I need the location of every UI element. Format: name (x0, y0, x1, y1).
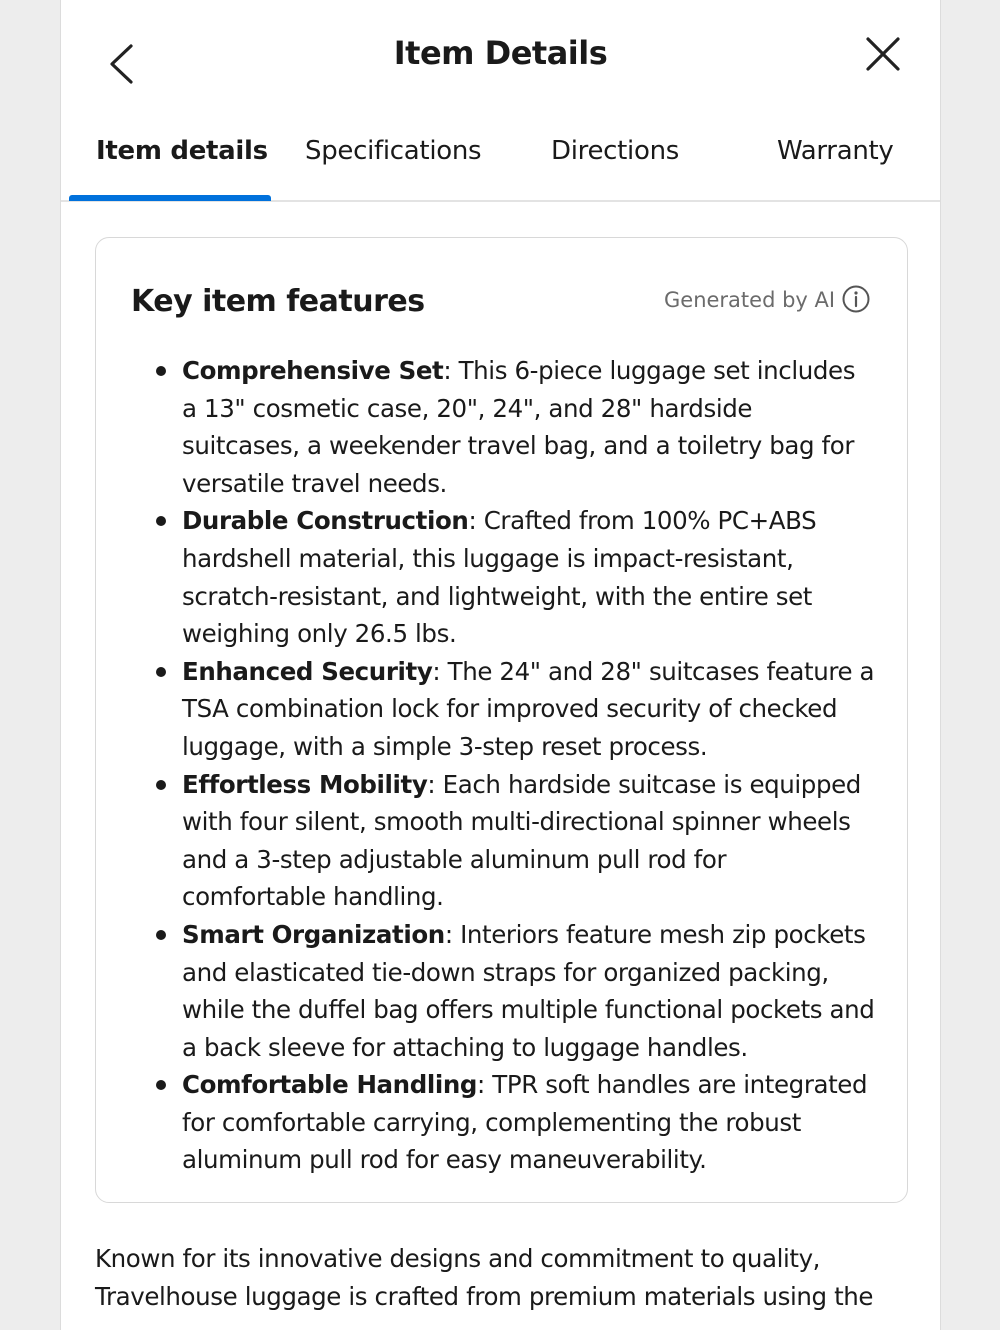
feature-text: Interiors feature mesh zip pockets and elasticated tie-down straps for organized packing, while the duffel bag offers multiple functional pockets and a back sleeve for attaching to luggage handles. (182, 919, 875, 1062)
list-item (156, 916, 876, 1066)
card-header (96, 238, 907, 358)
close-icon (861, 32, 905, 76)
feature-name: Smart Organization (182, 919, 445, 949)
feature-text: TPR soft handles are integrated for comfortable carrying, complementing the robust aluminum pull rod for easy maneuverability. (182, 1070, 868, 1175)
feature-text: The 24" and 28" suitcases feature a TSA combination lock for improved security of checked luggage, with a simple 3-step reset process. (182, 656, 875, 761)
list-item (156, 766, 876, 916)
feature-name: Enhanced Security (182, 656, 433, 686)
info-icon[interactable] (841, 284, 871, 314)
list-item (156, 352, 876, 502)
tab-specifications[interactable]: Specifications (305, 136, 482, 166)
page-title: Item Details (393, 34, 608, 72)
feature-name: Durable Construction (182, 506, 469, 536)
close-button[interactable] (861, 32, 905, 76)
feature-list (156, 352, 876, 1179)
feature-name: Comfortable Handling (182, 1070, 478, 1100)
ai-generated-label: Generated by AI (664, 288, 836, 312)
brand-description: Known for its innovative designs and commitment to quality, Travelhouse luggage is crafted from premium materials using the (95, 1244, 874, 1311)
feature-separator: : (444, 919, 461, 949)
tab-bar (61, 112, 940, 202)
tab-directions[interactable]: Directions (551, 136, 680, 166)
item-details-sheet (60, 0, 941, 1330)
list-item (156, 1066, 876, 1179)
feature-text: This 6-piece luggage set includes a 13" cosmetic case, 20", 24", and 28" hardside suitcases, a weekender travel bag, and a toiletry bag for versatile travel needs. (182, 356, 856, 498)
list-item (156, 502, 876, 652)
info-icon-glyph (841, 284, 871, 314)
feature-text: Each hardside suitcase is equipped with four silent, smooth multi-directional spinner wheels and a 3-step adjustable aluminum pull rod for comfortable handling. (182, 769, 861, 912)
key-features-card (95, 237, 908, 1203)
feature-separator: : (427, 769, 443, 799)
feature-separator: : (477, 1070, 493, 1100)
feature-separator: : (432, 656, 448, 686)
feature-separator: : (443, 356, 459, 385)
feature-name: Comprehensive Set (182, 356, 444, 385)
active-tab-indicator (69, 195, 271, 201)
top-bar (61, 0, 940, 112)
feature-text: Crafted from 100% PC+ABS hardshell material, this luggage is impact-resistant, scratch-resistant, and lightweight, with the entire set weighing only 26.5 lbs. (182, 506, 817, 649)
tab-item-details[interactable]: Item details (96, 136, 268, 166)
list-item (156, 653, 876, 766)
tab-warranty[interactable]: Warranty (777, 136, 894, 166)
feature-separator: : (468, 506, 484, 536)
card-title: Key item features (131, 284, 425, 319)
feature-name: Effortless Mobility (182, 769, 428, 799)
